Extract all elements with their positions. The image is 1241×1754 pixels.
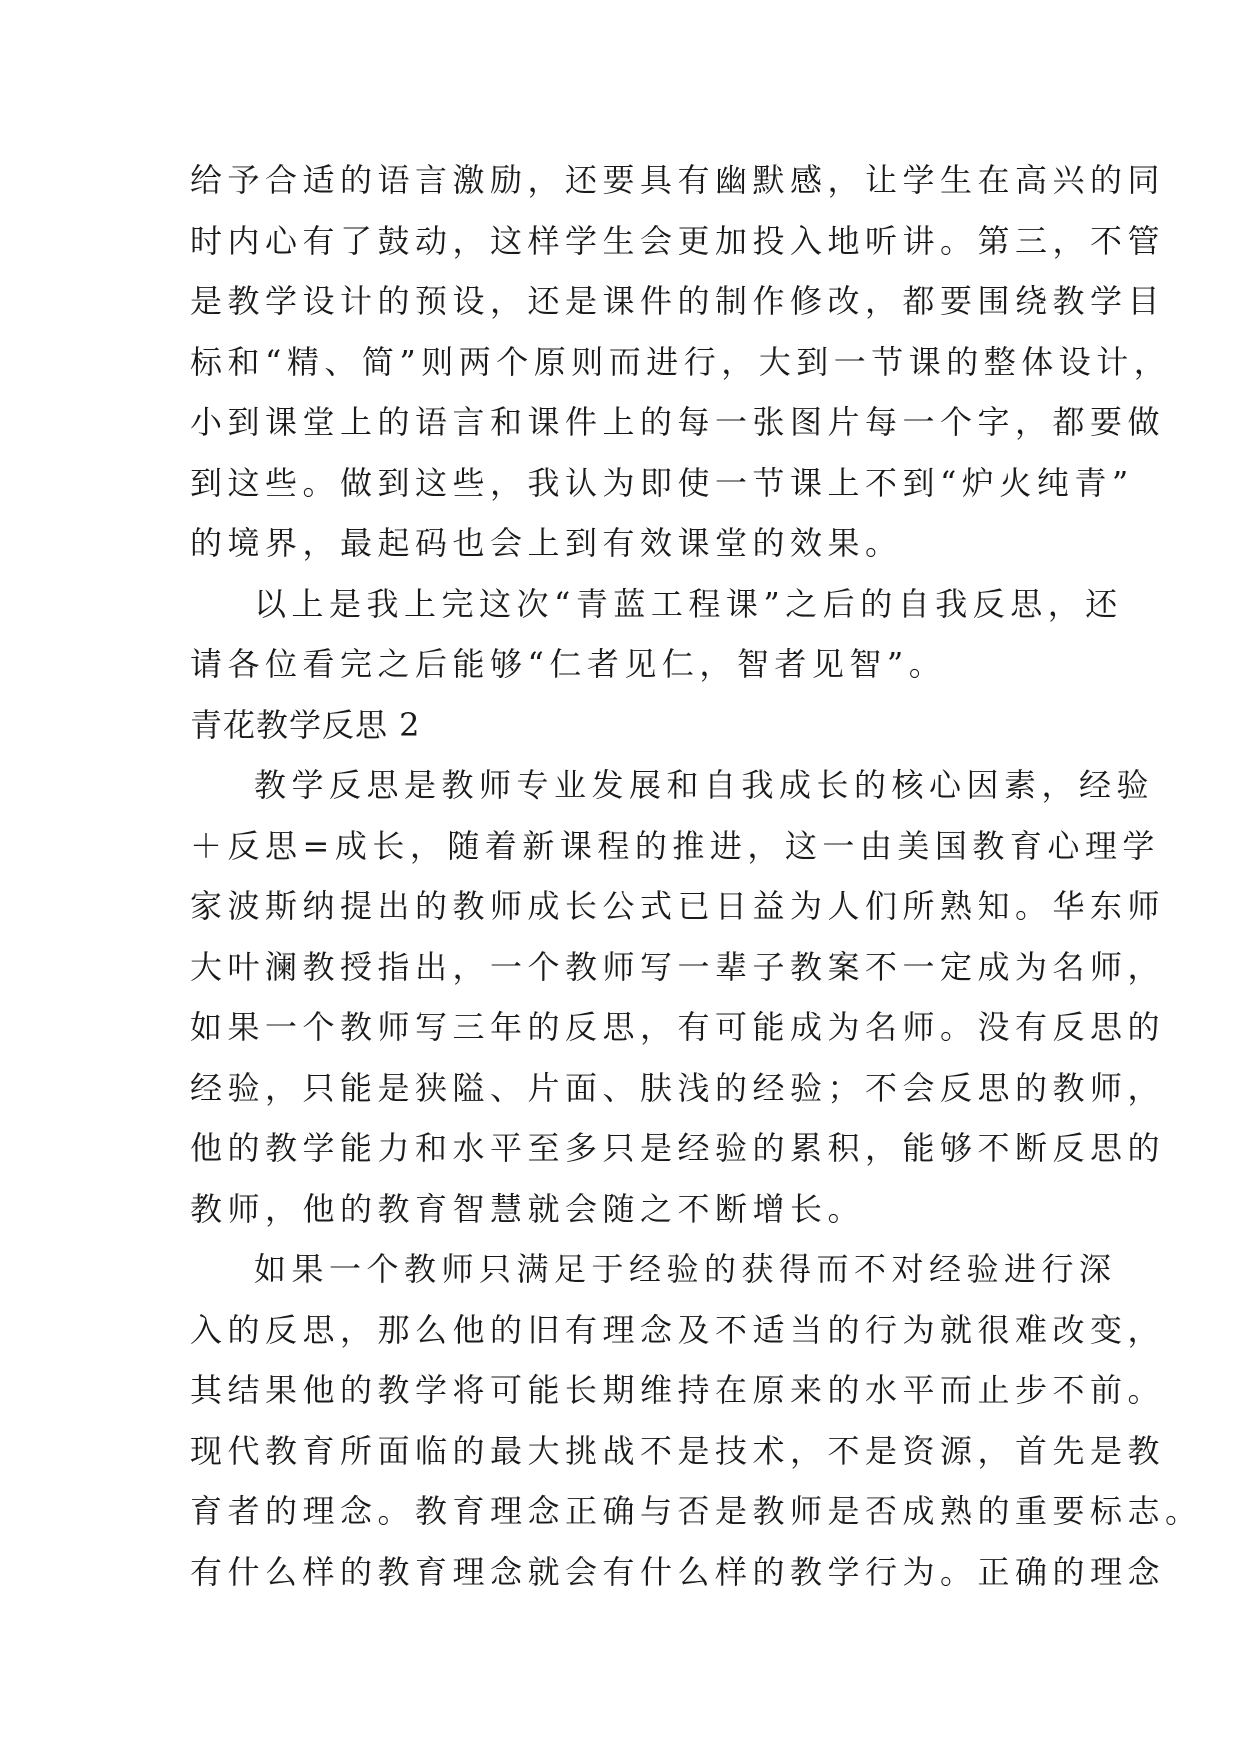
text-line: 他的教学能力和水平至多只是经验的累积，能够不断反思的: [190, 1129, 1166, 1167]
text-line: 如果一个教师写三年的反思，有可能成为名师。没有反思的: [190, 1008, 1166, 1046]
text-line: 以上是我上完这次“青蓝工程课”之后的自我反思，还: [254, 584, 1123, 623]
text-line: 时内心有了鼓动，这样学生会更加投入地听讲。第三，不管: [190, 221, 1166, 260]
text-line: 教师，他的教育智慧就会随之不断增长。: [190, 1189, 866, 1228]
paragraph-3: [190, 755, 1166, 1239]
text-line: 的境界，最起码也会上到有效课堂的效果。: [190, 524, 903, 562]
text-line: 小到课堂上的语言和课件上的每一张图片每一个字，都要做: [190, 403, 1166, 441]
text-line: 到这些。做到这些，我认为即使一节课上不到“炉火纯青”: [190, 463, 1134, 502]
paragraph-4: [190, 1239, 1203, 1602]
section-heading: 青花教学反思 2: [190, 705, 421, 744]
text-line: 给予合适的语言激励，还要具有幽默感，让学生在高兴的同: [190, 161, 1166, 199]
text-line: 大叶澜教授指出，一个教师写一辈子教案不一定成为名师，: [190, 947, 1166, 986]
text-line: 家波斯纳提出的教师成长公式已日益为人们所熟知。华东师: [190, 887, 1166, 925]
text-line: 是教学设计的预设，还是课件的制作修改，都要围绕教学目: [190, 282, 1166, 320]
text-line: 现代教育所面临的最大挑战不是技术，不是资源，首先是教: [190, 1431, 1166, 1470]
text-line: 其结果他的教学将可能长期维持在原来的水平而止步不前。: [190, 1371, 1166, 1409]
paragraph-1: [190, 150, 1172, 574]
text-line: 教学反思是教师专业发展和自我成长的核心因素，经验: [254, 766, 1155, 804]
text-line: 有什么样的教育理念就会有什么样的教学行为。正确的理念: [190, 1552, 1166, 1591]
paragraph-2: [190, 574, 1123, 695]
text-line: 育者的理念。教育理念正确与否是教师是否成熟的重要标志。: [190, 1492, 1203, 1530]
text-line: ＋反思=成长，随着新课程的推进，这一由美国教育心理学: [190, 826, 1160, 865]
document-page: [190, 150, 1203, 1602]
text-line: 经验，只能是狭隘、片面、肤浅的经验；不会反思的教师，: [190, 1068, 1166, 1107]
text-line: 如果一个教师只满足于经验的获得而不对经验进行深: [254, 1250, 1117, 1288]
text-line: 请各位看完之后能够“仁者见仁，智者见智”。: [190, 645, 947, 683]
text-line: 标和“精、简”则两个原则而进行，大到一节课的整体设计，: [190, 342, 1172, 381]
text-line: 入的反思，那么他的旧有理念及不适当的行为就很难改变，: [190, 1310, 1166, 1349]
